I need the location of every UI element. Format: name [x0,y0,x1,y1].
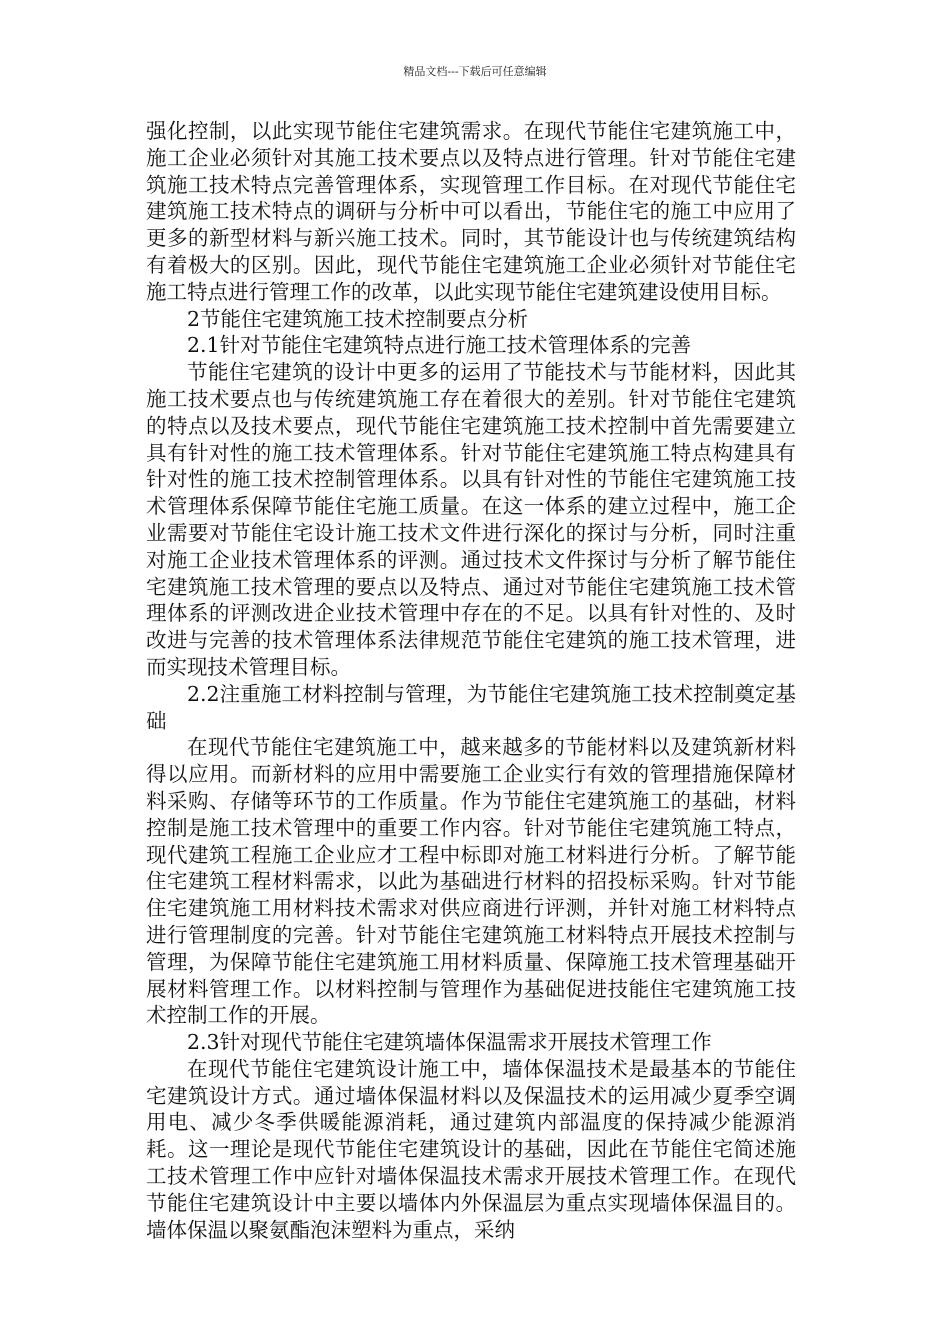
paragraph-2-2: 在现代节能住宅建筑施工中，越来越多的节能材料以及建筑新材料得以应用。而新材料的应用中需要施工企业实行有效的管理措施保障材料采购、存储等环节的工作质量。作为节能住宅建筑施工的基础，材料控制是施工技术管理中的重要工作内容。针对节能住宅建筑施工特点，现代建筑工程施工企业应才工程中标即对施工材料进行分析。了解节能住宅建筑工程材料需求，以此为基础进行材料的招投标采购。针对节能住宅建筑施工用材料技术需求对供应商进行评测，并针对施工材料特点进行管理制度的完善。针对节能住宅建筑施工材料特点开展技术控制与管理，为保障节能住宅建筑施工用材料质量、保障施工技术管理基础开展材料管理工作。以材料控制与管理作为基础促进技能住宅建筑施工技术控制工作的开展。 [146,735,796,1028]
document-body [146,118,796,1243]
paragraph-intro-continued: 强化控制，以此实现节能住宅建筑需求。在现代节能住宅建筑施工中，施工企业必须针对其施工技术要点以及特点进行管理。针对节能住宅建筑施工技术特点完善管理体系，实现管理工作目标。在对现代节能住宅建筑施工技术特点的调研与分析中可以看出，节能住宅的施工中应用了更多的新型材料与新兴施工技术。同时，其节能设计也与传统建筑结构有着极大的区别。因此，现代节能住宅建筑施工企业必须针对节能住宅施工特点进行管理工作的改革，以此实现节能住宅建筑建设使用目标。 [146,119,796,304]
paragraph-2-1: 节能住宅建筑的设计中更多的运用了节能技术与节能材料，因此其施工技术要点也与传统建筑施工存在着很大的差别。针对节能住宅建筑的特点以及技术要点，现代节能住宅建筑施工技术控制中首先需要建立具有针对性的施工技术管理体系。针对节能住宅建筑施工特点构建具有针对性的施工技术控制管理体系。以具有针对性的节能住宅建筑施工技术管理体系保障节能住宅施工质量。在这一体系的建立过程中，施工企业需要对节能住宅设计施工技术文件进行深化的探讨与分析，同时注重对施工企业技术管理体系的评测。通过技术文件探讨与分析了解节能住宅建筑施工技术管理的要点以及特点、通过对节能住宅建筑施工技术管理体系的评测改进企业技术管理中存在的不足。以具有针对性的、及时改进与完善的技术管理体系法律规范节能住宅建筑的施工技术管理，进而实现技术管理目标。 [146,360,796,679]
subsection-heading-2-2: 2.2注重施工材料控制与管理，为节能住宅建筑施工技术控制奠定基础 [146,681,796,733]
subsection-heading-2-3: 2.3针对现代节能住宅建筑墙体保温需求开展技术管理工作 [187,1030,712,1055]
paragraph-2-3: 在现代节能住宅建筑设计施工中，墙体保温技术是最基本的节能住宅建筑设计方式。通过墙体保温材料以及保温技术的运用减少夏季空调用电、减少冬季供暖能源消耗，通过建筑内部温度的保持减少能源消耗。这一理论是现代节能住宅建筑设计的基础，因此在节能住宅简述施工技术管理工作中应针对墙体保温技术需求开展技术管理工作。在现代节能住宅建筑设计中主要以墙体内外保温层为重点实现墙体保温目的。墙体保温以聚氨酯泡沫塑料为重点，采纳 [146,1056,796,1242]
page-header: 精品文档---下载后可任意编辑 [403,65,547,78]
section-heading-2: 2节能住宅建筑施工技术控制要点分析 [187,306,529,331]
subsection-heading-2-1: 2.1针对节能住宅建筑特点进行施工技术管理体系的完善 [187,333,692,358]
